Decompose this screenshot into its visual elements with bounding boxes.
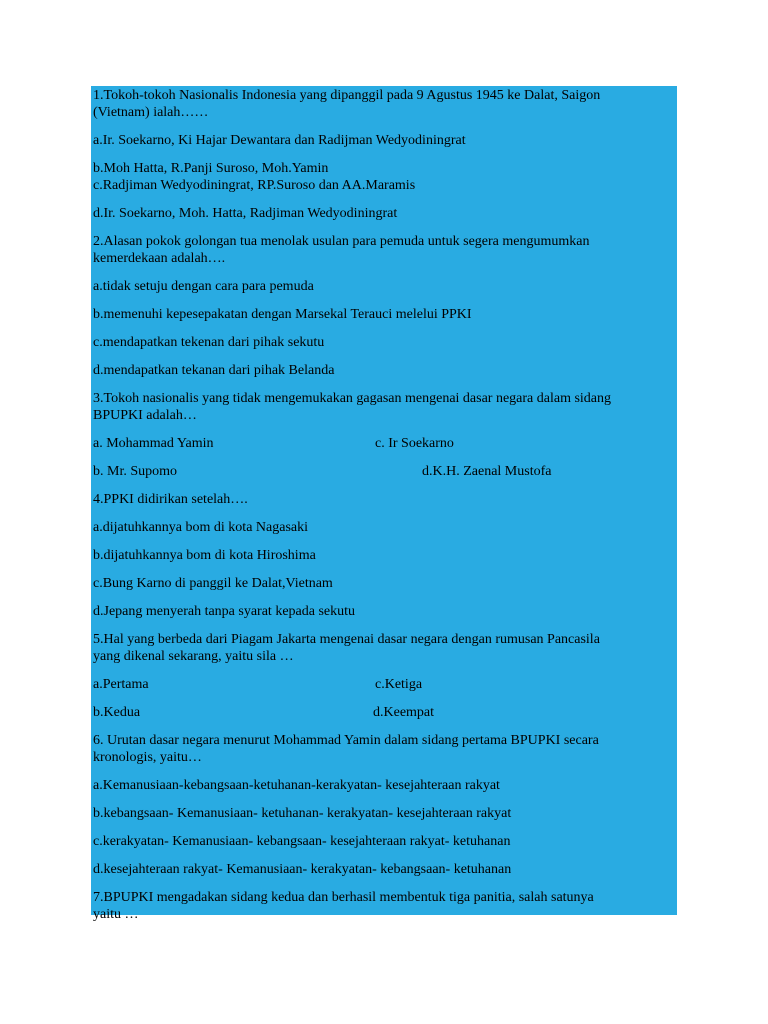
answer-option-row	[93, 676, 675, 693]
answer-option-row	[93, 704, 675, 721]
answer-option: a.Kemanusiaan-kebangsaan-ketuhanan-kerakyatan- kesejahteraan rakyat	[93, 778, 500, 793]
answer-option: a.dijatuhkannya bom di kota Nagasaki	[93, 520, 308, 535]
answer-option: c.Radjiman Wedyodiningrat, RP.Suroso dan AA.Maramis	[93, 178, 416, 193]
answer-option: a. Mohammad Yamin	[93, 436, 214, 451]
answer-option: a.Ir. Soekarno, Ki Hajar Dewantara dan Radijman Wedyodiningrat	[93, 133, 466, 148]
quiz-content	[93, 87, 675, 934]
answer-option: c.kerakyatan- Kemanusiaan- kebangsaan- kesejahteraan rakyat- ketuhanan	[93, 834, 511, 849]
question-text-line: 1.Tokoh-tokoh Nasionalis Indonesia yang dipanggil pada 9 Agustus 1945 ke Dalat, Saigon	[93, 88, 601, 103]
answer-option-row	[93, 435, 675, 452]
question-3	[93, 390, 675, 424]
question-4	[93, 491, 675, 508]
answer-option: d.kesejahteraan rakyat- Kemanusiaan- kerakyatan- kebangsaan- ketuhanan	[93, 862, 512, 877]
question-text-line: 2.Alasan pokok golongan tua menolak usulan para pemuda untuk segera mengumumkan	[93, 234, 590, 249]
question-text-line: 6. Urutan dasar negara menurut Mohammad Yamin dalam sidang pertama BPUPKI secara	[93, 733, 599, 748]
question-text-line: yang dikenal sekarang, yaitu sila …	[93, 649, 294, 664]
answer-option: c. Ir Soekarno	[375, 436, 454, 451]
question-6	[93, 732, 675, 766]
question-text-line: BPUPKI adalah…	[93, 408, 197, 423]
answer-option: b.Kedua	[93, 705, 141, 720]
question-text-line: (Vietnam) ialah……	[93, 105, 209, 120]
answer-option: a.Pertama	[93, 677, 149, 692]
answer-option: b.dijatuhkannya bom di kota Hiroshima	[93, 548, 316, 563]
answer-option: d.Ir. Soekarno, Moh. Hatta, Radjiman Wedyodiningrat	[93, 206, 398, 221]
answer-option: d.mendapatkan tekanan dari pihak Belanda	[93, 363, 335, 378]
answer-option: d.K.H. Zaenal Mustofa	[422, 464, 552, 479]
question-text-line: kemerdekaan adalah….	[93, 251, 226, 266]
question-5	[93, 631, 675, 665]
answer-option: b.memenuhi kepesepakatan dengan Marsekal Terauci melelui PPKI	[93, 307, 472, 322]
answer-option: b.Moh Hatta, R.Panji Suroso, Moh.Yamin	[93, 161, 329, 176]
answer-option-row	[93, 463, 675, 480]
answer-option: a.tidak setuju dengan cara para pemuda	[93, 279, 314, 294]
question-text-line: yaitu …	[93, 907, 139, 922]
question-text-line: 4.PPKI didirikan setelah….	[93, 492, 248, 507]
question-1	[93, 87, 675, 121]
answer-option: c.mendapatkan tekenan dari pihak sekutu	[93, 335, 325, 350]
answer-option: d.Jepang menyerah tanpa syarat kepada sekutu	[93, 604, 356, 619]
question-7	[93, 889, 675, 923]
answer-option: c.Bung Karno di panggil ke Dalat,Vietnam	[93, 576, 333, 591]
answer-option: b.kebangsaan- Kemanusiaan- ketuhanan- kerakyatan- kesejahteraan rakyat	[93, 806, 512, 821]
question-text-line: kronologis, yaitu…	[93, 750, 202, 765]
answer-option: d.Keempat	[373, 705, 435, 720]
answer-option: b. Mr. Supomo	[93, 464, 178, 479]
question-text-line: 3.Tokoh nasionalis yang tidak mengemukakan gagasan mengenai dasar negara dalam sidang	[93, 391, 612, 406]
question-text-line: 7.BPUPKI mengadakan sidang kedua dan berhasil membentuk tiga panitia, salah satunya	[93, 890, 594, 905]
question-2	[93, 233, 675, 267]
answer-option: c.Ketiga	[375, 677, 423, 692]
question-text-line: 5.Hal yang berbeda dari Piagam Jakarta mengenai dasar negara dengan rumusan Pancasila	[93, 632, 600, 647]
